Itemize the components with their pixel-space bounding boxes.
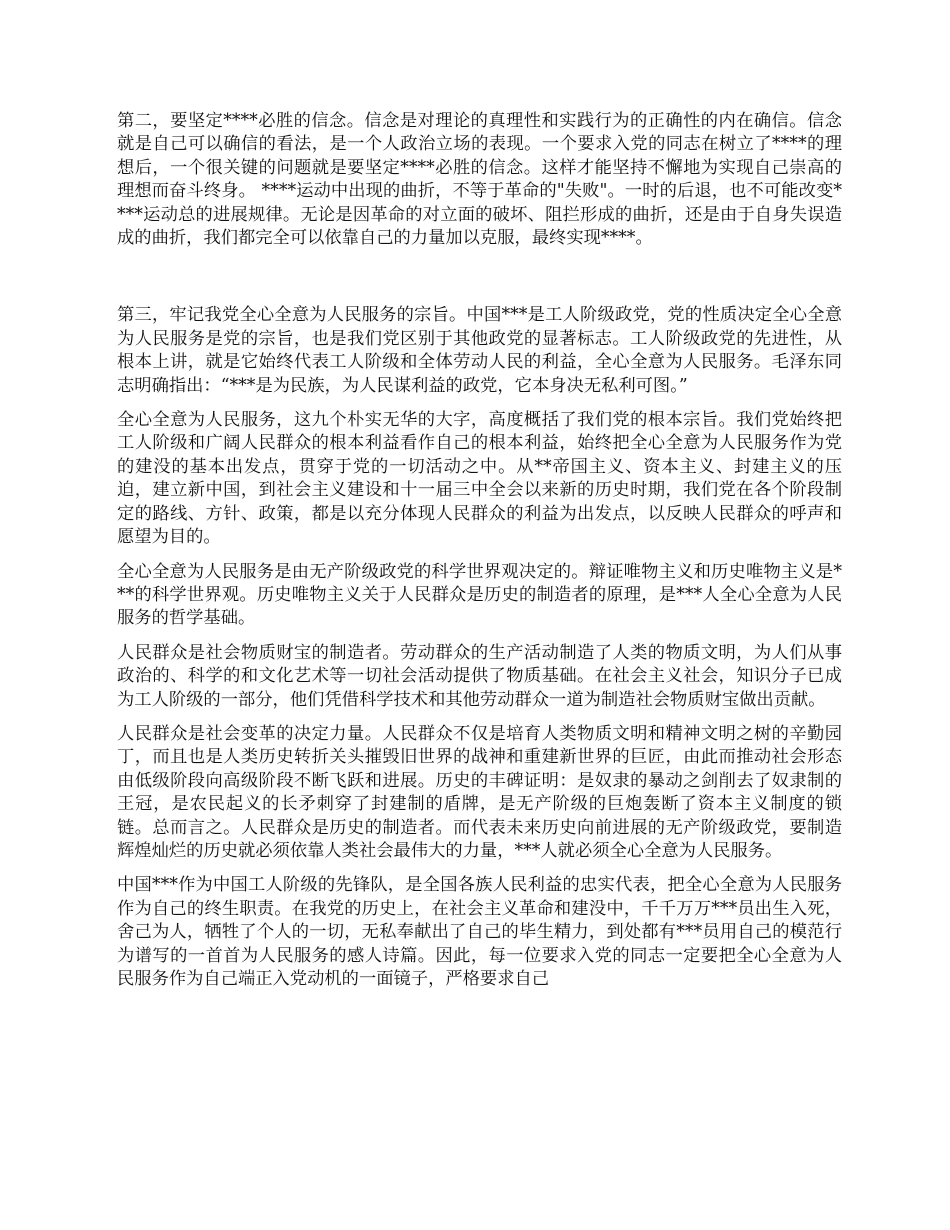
paragraph-vanguard: 中国***作为中国工人阶级的先锋队，是全国各族人民利益的忠实代表，把全心全意为人民服务作为自己的终生职责。在我党的历史上，在社会主义革命和建没中，千千万万***员出生入死，舍己为人，牺牲了个人的一切，无私奉献出了自己的毕生精力，到处都有***员用自己的模范行为谱写的一首首为人民服务的感人诗篇。因此，每一位要求入党的同志一定要把全心全意为人民服务作为自己端正入党动机的一面镜子，严格要求自己 (117, 875, 842, 989)
paragraph-serve-people: 全心全意为人民服务，这九个朴实无华的大字，高度概括了我们党的根本宗旨。我们党始终把工人阶级和广阔人民群众的根本利益看作自己的根本利益，始终把全心全意为人民服务作为党的建没的基本出发点，贯穿于党的一切活动之中。从**帝国主义、资本主义、封建主义的压迫，建立新中国，到社会主义建设和十一届三中全会以来新的历史时期，我们党在各个阶段制定的路线、方针、政策，都是以充分体现人民群众的利益为出发点，以反映人民群众的呼声和愿望为目的。 (117, 410, 842, 548)
paragraph-social-change: 人民群众是社会变革的决定力量。人民群众不仅是培育人类物质文明和精神文明之树的辛勤园丁，而且也是人类历史转折关头摧毁旧世界的战神和重建新世界的巨匠，由此而推动社会形态由低级阶段向高级阶段不断飞跃和进展。历史的丰碑证明：是奴隶的暴动之剑削去了奴隶制的王冠，是农民起义的长矛刺穿了封建制的盾牌，是无产阶级的巨炮轰断了资本主义制度的锁链。总而言之。人民群众是历史的制造者。而代表未来历史向前进展的无产阶级政党，要制造辉煌灿烂的历史就必须依靠人类社会最伟大的力量，***人就必须全心全意为人民服务。 (117, 723, 842, 861)
paragraph-third-purpose: 第三，牢记我党全心全意为人民服务的宗旨。中国***是工人阶级政党，党的性质决定全心全意为人民服务是党的宗旨，也是我们党区别于其他政党的显著标志。工人阶级政党的先进性，从根本上讲，就是它始终代表工人阶级和全体劳动人民的利益，全心全意为人民服务。毛泽东同志明确指出：“***是为民族，为人民谋利益的政党，它本身决无私利可图。” (117, 305, 842, 396)
paragraph-second-belief: 第二，要坚定****必胜的信念。信念是对理论的真理性和实践行为的正确性的内在确信。信念就是自己可以确信的看法，是一个人政治立场的表现。一个要求入党的同志在树立了****的理想后，一个很关键的问题就是要坚定****必胜的信念。这样才能坚持不懈地为实现自己崇高的理想而奋斗终身。 ****运动中出现的曲折，不等于革命的"失败"。一时的后退，也不可能改变****运动总的进展规律。无论是因革命的对立面的破坏、阻拦形成的曲折，还是由于自身失误造成的曲折，我们都完全可以依靠自己的力量加以克服，最终实现****。 (117, 111, 842, 249)
paragraph-material-wealth: 人民群众是社会物质财宝的制造者。劳动群众的生产活动制造了人类的物质文明，为人们从事政治的、科学的和文化艺术等一切社会活动提供了物质基础。在社会主义社会，知识分子已成为工人阶级的一部分，他们凭借科学技术和其他劳动群众一道为制造社会物质财宝做出贡献。 (117, 642, 842, 710)
document-page (117, 110, 842, 1002)
paragraph-worldview: 全心全意为人民服务是由无产阶级政党的科学世界观决定的。辩证唯物主义和历史唯物主义是***的科学世界观。历史唯物主义关于人民群众是历史的制造者的原理，是***人全心全意为人民服务的哲学基础。 (117, 561, 842, 629)
